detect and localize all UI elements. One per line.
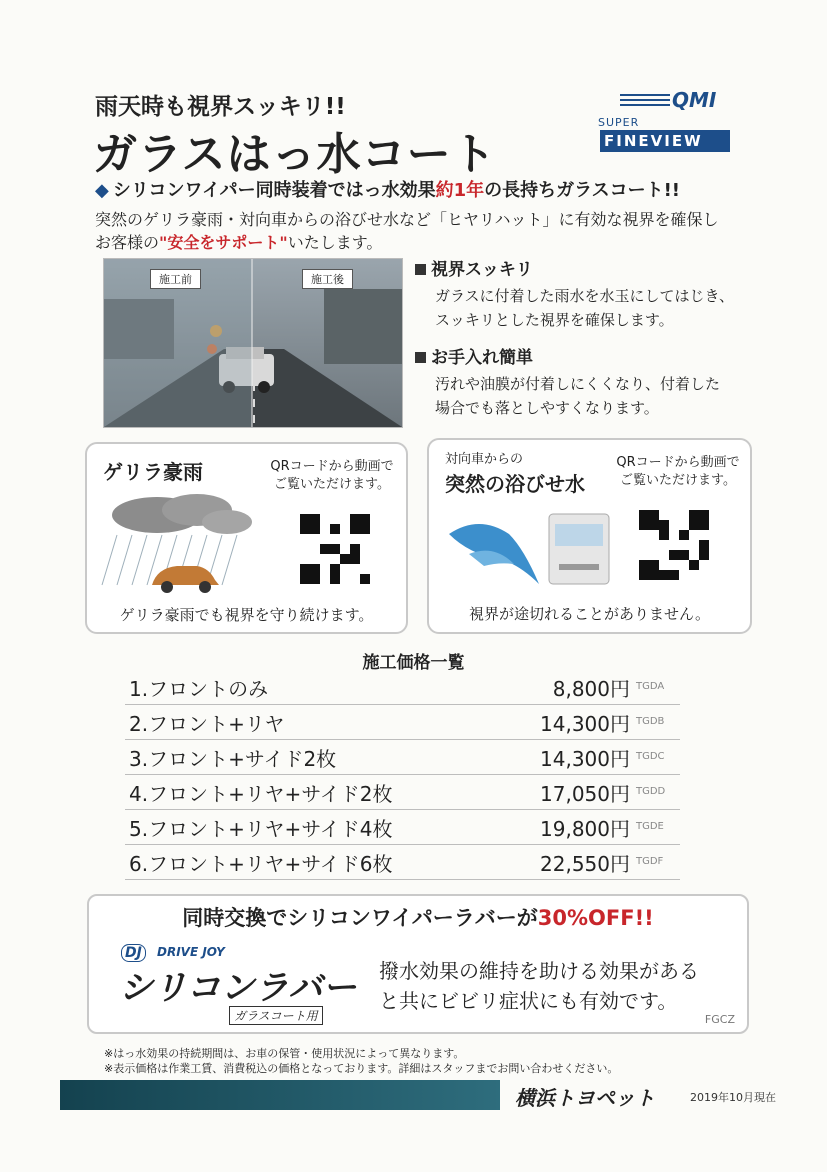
price-row-price: 19,800円 [540,817,630,841]
promo-description: 撥水効果の維持を助ける効果がある と共にビビリ症状にも有効です。 [379,959,699,1013]
price-row-name: 6.フロント+リヤ+サイド6枚 [129,852,393,876]
price-row-price: 22,550円 [540,852,630,876]
truck-splash-illustration [439,504,619,594]
price-row-code: TGDA [636,681,665,692]
product-sub: ガラスコート用 [229,1006,323,1025]
price-row-code: TGDF [636,856,664,867]
qr-code[interactable] [300,514,370,584]
price-row [125,670,680,705]
tagline: ◆ シリコンワイパー同時装着ではっ水効果約1年の長持ちガラスコート!! [95,180,681,201]
promo-box [87,894,749,1034]
scenario-subtitle: 対向車からの [445,452,524,467]
logo-fineview: FINEVIEW [604,132,703,150]
qmi-fineview-logo [580,90,740,156]
price-row [125,845,680,880]
footer-date: 2019年10月現在 [690,1091,776,1104]
before-after-photo [103,258,403,428]
dealer-logo: 横浜トヨペット [515,1086,655,1110]
scenario-guerrilla-rain [85,442,408,634]
qr-note: QRコードから動画で ご覧いただけます。 [616,455,740,488]
drive-joy-logo [119,944,369,1024]
road-scene-image [104,259,402,427]
logo-super: SUPER [598,116,640,129]
price-list-title: 施工価格一覧 [362,653,465,673]
promo-code: FGCZ [704,1013,735,1026]
product-name: シリコンラバー [119,968,357,1008]
price-row-name: 2.フロント+リヤ [129,712,285,736]
scenario-splash-water [427,438,752,634]
square-bullet-icon [415,264,426,275]
price-row-code: TGDB [636,716,665,727]
price-row-name: 3.フロント+サイド2枚 [129,747,337,771]
feature-clear-view: 視界スッキリ ガラスに付着した雨水を水玉にしてはじき、 スッキリとした視界を確保します。 [415,258,775,332]
brand-small: DRIVE JOY [157,945,225,959]
before-label: 施工前 [150,269,201,289]
price-row-code: TGDC [636,751,665,762]
logo-qmi: QMI [672,88,717,112]
price-row-price: 17,050円 [540,782,630,806]
scenario-title: ゲリラ豪雨 [103,460,203,484]
diamond-icon: ◆ [95,180,109,201]
qr-note: QRコードから動画で ご覧いただけます。 [270,459,394,492]
price-table [125,670,680,880]
price-row [125,810,680,845]
rain-car-illustration [97,490,267,600]
price-row-code: TGDE [636,821,664,832]
price-row [125,740,680,775]
price-row-price: 14,300円 [540,712,630,736]
page-title: ガラスはっ水コート [93,129,497,180]
footer-bar [60,1080,500,1110]
promo-title: 同時交換でシリコンワイパーラバーが30%OFF!! [182,906,654,930]
intro-text: 突然のゲリラ豪雨・対向車からの浴びせ水など「ヒヤリハット」に有効な視界を確保し お客様の"安全をサポート"いたします。 [95,210,719,252]
price-row [125,705,680,740]
square-bullet-icon [415,352,426,363]
footnotes: ※はっ水効果の持続期間は、お車の保管・使用状況によって異なります。 ※表示価格は作業工賃、消費税込の価格となっております。詳細はスタッフまでお問い合わせください。 [104,1047,619,1075]
price-row-code: TGDD [636,786,666,797]
price-row-name: 4.フロント+リヤ+サイド2枚 [129,782,393,806]
feature-easy-care: お手入れ簡単 汚れや油膜が付着しにくくなり、付着した 場合でも落としやすくなります。 [415,346,775,420]
dj-mark: DJ [121,944,146,962]
scenario-title: 突然の浴びせ水 [445,472,585,496]
price-row-price: 8,800円 [552,677,630,701]
qr-code[interactable] [639,510,709,580]
price-row-price: 14,300円 [540,747,630,771]
price-row-name: 1.フロントのみ [129,677,269,701]
scenario-caption: 視界が途切れることがありません。 [469,605,710,623]
price-row [125,775,680,810]
scenario-caption: ゲリラ豪雨でも視界を守り続けます。 [119,606,374,624]
pre-title: 雨天時も視界スッキリ!! [95,94,346,120]
price-row-name: 5.フロント+リヤ+サイド4枚 [129,817,393,841]
after-label: 施工後 [302,269,353,289]
